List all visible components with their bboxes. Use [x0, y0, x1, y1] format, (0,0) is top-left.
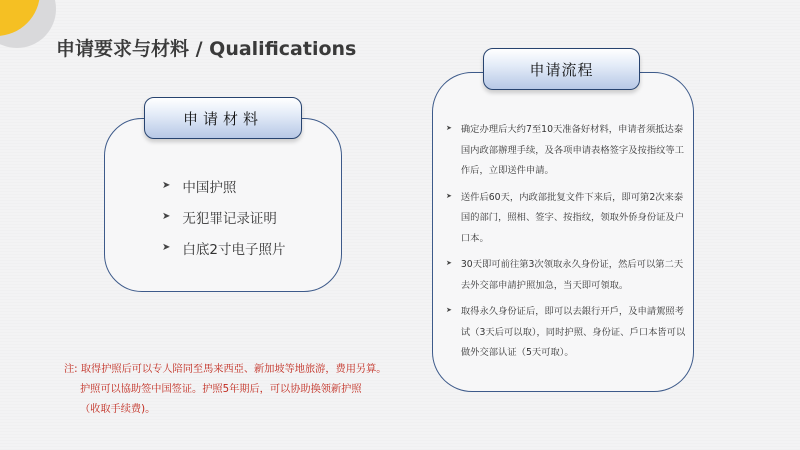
material-label: 白底2寸电子照片: [182, 241, 286, 258]
list-item: [446, 302, 690, 364]
footnote-line: 护照可以協助签中国签证。护照5年期后，可以协助换领新护照: [80, 384, 362, 395]
footnote-line: （收取手续费)。: [80, 404, 156, 415]
list-item: [162, 232, 285, 263]
footnote-line: 注: 取得护照后可以专人陪同至馬来西亞、新加坡等地旅游，费用另算。: [64, 364, 387, 375]
list-item: [162, 170, 285, 201]
process-steps-list: [446, 120, 690, 370]
process-heading: 申请流程: [483, 48, 640, 90]
arrow-bullet-icon: ➤: [162, 242, 171, 253]
list-item: [446, 120, 690, 182]
list-item: [446, 188, 690, 250]
process-step-text: 30天即可前往第3次领取永久身份证，然后可以第二天去外交部申請护照加急，当天即可領取。: [460, 259, 684, 291]
materials-heading: 申请材料: [144, 97, 302, 139]
arrow-bullet-icon: ➤: [162, 211, 171, 222]
arrow-bullet-icon: ➤: [446, 191, 452, 200]
material-label: 中国护照: [182, 179, 237, 196]
list-item: [162, 201, 285, 232]
process-step-text: 送件后60天，内政部批复文件下来后，即可第2次来泰国的部门，照相、签字、按指纹，领取外侨身份证及户口本。: [460, 191, 685, 244]
arrow-bullet-icon: ➤: [446, 306, 452, 314]
page-title: 申请要求与材料 / Qualifications: [56, 38, 357, 60]
arrow-bullet-icon: ➤: [446, 124, 452, 132]
materials-list: [162, 170, 285, 263]
arrow-bullet-icon: ➤: [446, 259, 452, 267]
process-step-text: 确定办理后大约7至10天准备好材料，申请者须抵达泰国内政部辦理手续，及各项申请表格签字及按指纹等工作后，立即送件申請。: [460, 124, 685, 176]
arrow-bullet-icon: ➤: [162, 180, 171, 191]
footnote: [64, 360, 386, 420]
material-label: 无犯罪记录证明: [182, 210, 277, 227]
list-item: [446, 255, 690, 296]
process-step-text: 取得永久身份证后，即可以去銀行开戶，及申請駕照考试（3天后可以取），同时护照、身份证、戶口本皆可以做外交部认证（5天可取）。: [460, 306, 686, 358]
